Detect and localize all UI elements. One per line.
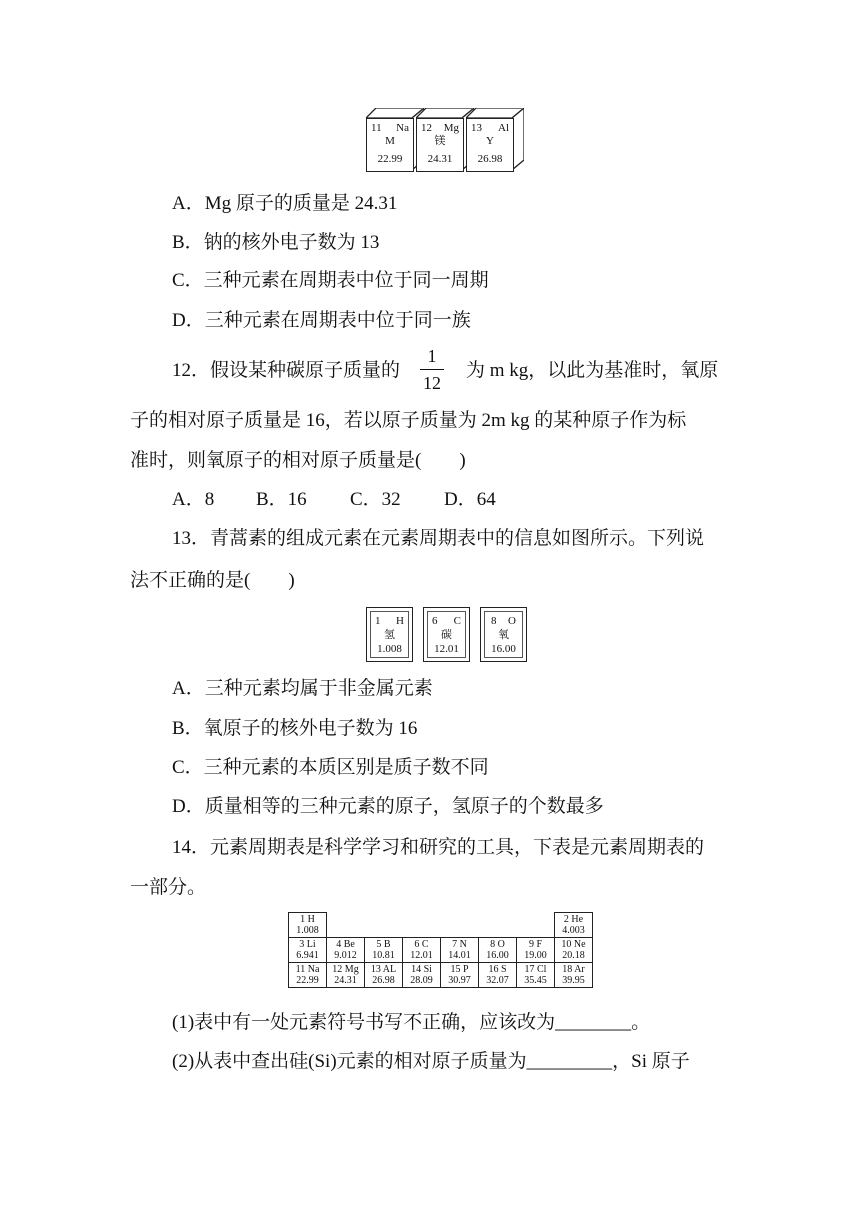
q12-line1-end: 为 m kg，以此为基准时，氧原 xyxy=(466,360,719,381)
fraction-denominator: 12 xyxy=(423,373,441,393)
fraction-bar xyxy=(420,369,444,370)
table-cell-empty xyxy=(403,913,441,938)
cell-mass: 1.008 xyxy=(296,925,319,936)
cell-mass: 9.012 xyxy=(334,950,357,961)
cell-label: 14 Si xyxy=(411,964,432,975)
q13-option-c: C．三种元素的本质区别是质子数不同 xyxy=(172,757,489,778)
atomic-mass: 24.31 xyxy=(427,153,453,165)
cell-mass: 19.00 xyxy=(524,950,547,961)
cell-label: 7 N xyxy=(452,939,467,950)
table-cell-h xyxy=(289,913,327,938)
table-cell xyxy=(517,963,555,988)
element-symbol: Na xyxy=(396,122,409,134)
cell-label: 2 He xyxy=(563,914,584,925)
cell-mass: 39.95 xyxy=(562,975,585,986)
table-cell-empty xyxy=(441,913,479,938)
q12-line1-start: 12．假设某种碳原子质量的 xyxy=(172,360,401,381)
atomic-number: 13 xyxy=(471,122,482,134)
atomic-mass: 1.008 xyxy=(377,643,402,655)
cell-mass: 10.81 xyxy=(372,950,395,961)
table-cell xyxy=(365,963,403,988)
periodic-table-fragment xyxy=(288,912,593,988)
element-name: 镁 xyxy=(434,135,446,147)
element-symbol: C xyxy=(453,615,461,627)
cell-label: 8 O xyxy=(490,939,505,950)
element-box-o xyxy=(480,607,527,662)
q14-sub1: (1)表中有一处元素符号书写不正确，应该改为________。 xyxy=(172,1012,651,1033)
table-cell xyxy=(403,963,441,988)
table-cell xyxy=(479,938,517,963)
cell-label: 10 Ne xyxy=(561,939,586,950)
element-name: M xyxy=(385,135,395,147)
table-cell xyxy=(327,963,365,988)
q11-option-a: A．Mg 原子的质量是 24.31 xyxy=(172,193,398,214)
table-cell xyxy=(289,963,327,988)
atomic-number: 11 xyxy=(371,122,382,134)
cell-mass: 6.941 xyxy=(296,950,319,961)
cell-label: 6 C xyxy=(414,939,429,950)
element-cube-al xyxy=(466,108,524,172)
table-cell xyxy=(289,938,327,963)
table-cell-empty xyxy=(479,913,517,938)
q12-line2: 子的相对原子质量是 16，若以原子质量为 2m kg 的某种原子作为标 xyxy=(130,410,687,431)
q13-line2: 法不正确的是( ) xyxy=(130,570,295,591)
element-name: Y xyxy=(486,135,494,147)
cell-mass: 14.01 xyxy=(448,950,471,961)
table-cell xyxy=(555,938,593,963)
cell-mass: 4.003 xyxy=(562,925,585,936)
table-cell-empty xyxy=(517,913,555,938)
q12-option-c: C．32 xyxy=(350,489,401,510)
cell-mass: 32.07 xyxy=(486,975,509,986)
cube-front xyxy=(466,118,514,172)
table-cell xyxy=(479,963,517,988)
q13-option-d: D．质量相等的三种元素的原子，氢原子的个数最多 xyxy=(172,796,604,817)
table-row xyxy=(289,938,593,963)
table-cell-empty xyxy=(327,913,365,938)
cell-label: 11 Na xyxy=(295,964,320,975)
table-cell-he xyxy=(555,913,593,938)
atomic-number: 12 xyxy=(421,122,432,134)
table-row xyxy=(289,963,593,988)
table-row xyxy=(289,913,593,938)
cell-mass: 16.00 xyxy=(486,950,509,961)
cell-label: 12 Mg xyxy=(332,964,359,975)
table-cell-empty xyxy=(365,913,403,938)
element-name: 碳 xyxy=(441,629,452,641)
cell-mass: 26.98 xyxy=(372,975,395,986)
cell-label: 18 Ar xyxy=(562,964,585,975)
q12-option-d: D．64 xyxy=(444,489,496,510)
q12-option-a: A．8 xyxy=(172,489,215,510)
fraction-numerator: 1 xyxy=(427,346,437,366)
cell-mass: 35.45 xyxy=(524,975,547,986)
q13-option-b: B．氧原子的核外电子数为 16 xyxy=(172,718,418,739)
element-symbol: O xyxy=(508,615,516,627)
cell-label: 1 H xyxy=(300,914,315,925)
table-cell xyxy=(441,963,479,988)
table-cell xyxy=(517,938,555,963)
cell-label: 17 Cl xyxy=(524,964,547,975)
cell-label: 9 F xyxy=(528,939,543,950)
box-inner xyxy=(484,611,523,658)
element-symbol: H xyxy=(396,615,404,627)
cube-front xyxy=(366,118,414,172)
cell-label: 4 Be xyxy=(336,939,355,950)
atomic-mass: 22.99 xyxy=(377,153,403,165)
q12-line3: 准时，则氧原子的相对原子质量是( ) xyxy=(130,450,466,471)
element-box-h xyxy=(366,607,413,662)
cell-label: 15 P xyxy=(450,964,469,975)
cube-front xyxy=(416,118,464,172)
atomic-mass: 12.01 xyxy=(434,643,459,655)
cell-label: 13 AL xyxy=(370,964,397,975)
element-box-c xyxy=(423,607,470,662)
q12-option-b: B．16 xyxy=(256,489,307,510)
fraction xyxy=(420,345,444,394)
q13-line1: 13．青蒿素的组成元素在元素周期表中的信息如图所示。下列说 xyxy=(172,528,705,549)
atomic-number: 1 xyxy=(375,615,381,627)
atomic-mass: 26.98 xyxy=(477,153,503,165)
cell-mass: 28.09 xyxy=(410,975,433,986)
q13-option-a: A．三种元素均属于非金属元素 xyxy=(172,678,433,699)
cell-mass: 22.99 xyxy=(296,975,319,986)
cell-mass: 30.97 xyxy=(448,975,471,986)
element-name: 氧 xyxy=(498,629,509,641)
cell-mass: 24.31 xyxy=(334,975,357,986)
table-cell xyxy=(441,938,479,963)
table-cell xyxy=(365,938,403,963)
table-cell xyxy=(555,963,593,988)
atomic-number: 8 xyxy=(491,615,497,627)
atomic-number: 6 xyxy=(432,615,438,627)
cell-label: 5 B xyxy=(376,939,391,950)
q14-sub2: (2)从表中查出硅(Si)元素的相对原子质量为_________，Si 原子 xyxy=(172,1051,690,1072)
q14-line1: 14．元素周期表是科学学习和研究的工具，下表是元素周期表的 xyxy=(172,837,705,858)
q14-line2: 一部分。 xyxy=(130,877,207,898)
element-symbol: Mg xyxy=(443,122,459,134)
q11-option-c: C．三种元素在周期表中位于同一周期 xyxy=(172,270,489,291)
box-inner xyxy=(427,611,466,658)
element-name: 氢 xyxy=(384,629,395,641)
cell-label: 3 Li xyxy=(299,939,316,950)
atomic-mass: 16.00 xyxy=(491,643,516,655)
cell-label: 16 S xyxy=(488,964,507,975)
q11-option-d: D．三种元素在周期表中位于同一族 xyxy=(172,310,471,331)
q11-option-b: B．钠的核外电子数为 13 xyxy=(172,232,380,253)
cell-mass: 12.01 xyxy=(410,950,433,961)
box-inner xyxy=(370,611,409,658)
element-symbol: Al xyxy=(498,122,509,134)
table-cell xyxy=(327,938,365,963)
table-cell xyxy=(403,938,441,963)
cell-mass: 20.18 xyxy=(562,950,585,961)
